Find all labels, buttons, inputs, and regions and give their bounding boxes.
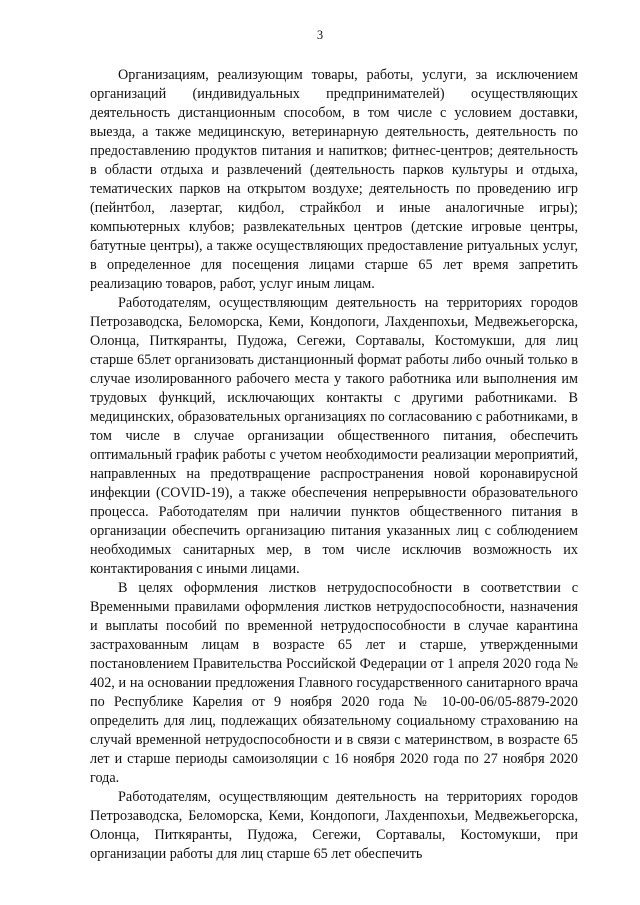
paragraph-employers-remote-work: Работодателям, осуществляющим деятельность на территориях городов Петрозаводска, Беломорска, Кеми, Кондопоги, Лахденпохьи, Медвежьегорска, Олонца, Питкяранты, Пудожа, Сегежи, Сортавалы, Костомукши, для лиц старше 65лет организовать дистанционный формат работы либо очный только в случае изолированного рабочего места у такого работника или выполнения им трудовых функций, исключающих контакты с другими работниками. В медицинских, образовательных организациях по согласованию с работниками, в том числе в случае организации общественного питания, обеспечить оптимальный график работы с учетом необходимости реализации мероприятий, направленных на предотвращение распространения новой коронавирусной инфекции (COVID-19), а также обеспечения непрерывности образовательного процесса. Работодателям при наличии пунктов общественного питания в организации обеспечить организацию питания указанных лиц с соблюдением необходимых санитарных мер, в том числе исключив возможность их контактирования с иными лицами.	[90, 295, 578, 577]
document-body	[90, 66, 578, 864]
page-number: 3	[316, 28, 324, 42]
paragraph-organizations-restriction: Организациям, реализующим товары, работы, услуги, за исключением организаций (индивидуальных предпринимателей) осуществляющих деятельность дистанционным способом, в том числе с условием доставки, выезда, а также медицинскую, ветеринарную деятельность, деятельность по предоставлению продуктов питания и напитков; фитнес-центров; деятельность в области отдыха и развлечений (деятельность парков культуры и отдыха, тематических парков на открытом воздухе; деятельность по проведению игр (пейнтбол, лазертаг, кидбол, страйкбол и иные аналогичные игры); компьютерных клубов; развлекательных центров (детские игровые центры, батутные центры), а также осуществляющих предоставление ритуальных услуг, в определенное для посещения лицами старше 65 лет время запретить реализацию товаров, работ, услуг иным лицам.	[90, 67, 578, 292]
paragraph-employers-organization: Работодателям, осуществляющим деятельность на территориях городов Петрозаводска, Беломорска, Кеми, Кондопоги, Лахденпохьи, Медвежьегорска, Олонца, Питкяранты, Пудожа, Сегежи, Сортавалы, Костомукши, при организации работы для лиц старше 65 лет обеспечить	[90, 789, 578, 862]
paragraph-sick-leave: В целях оформления листков нетрудоспособности в соответствии с Временными правилами оформления листков нетрудоспособности, назначения и выплаты пособий по временной нетрудоспособности в случае карантина застрахованным лицам в возрасте 65 лет и старше, утвержденными постановлением Правительства Российской Федерации от 1 апреля 2020 года № 402, и на основании предложения Главного государственного санитарного врача по Республике Карелия от 9 ноября 2020 года № 10-00-06/05-8879-2020 определить для лиц, подлежащих обязательному социальному страхованию на случай временной нетрудоспособности и в связи с материнством, в возрасте 65 лет и старше периоды самоизоляции с 16 ноября 2020 года по 27 ноября 2020 года.	[90, 580, 578, 786]
